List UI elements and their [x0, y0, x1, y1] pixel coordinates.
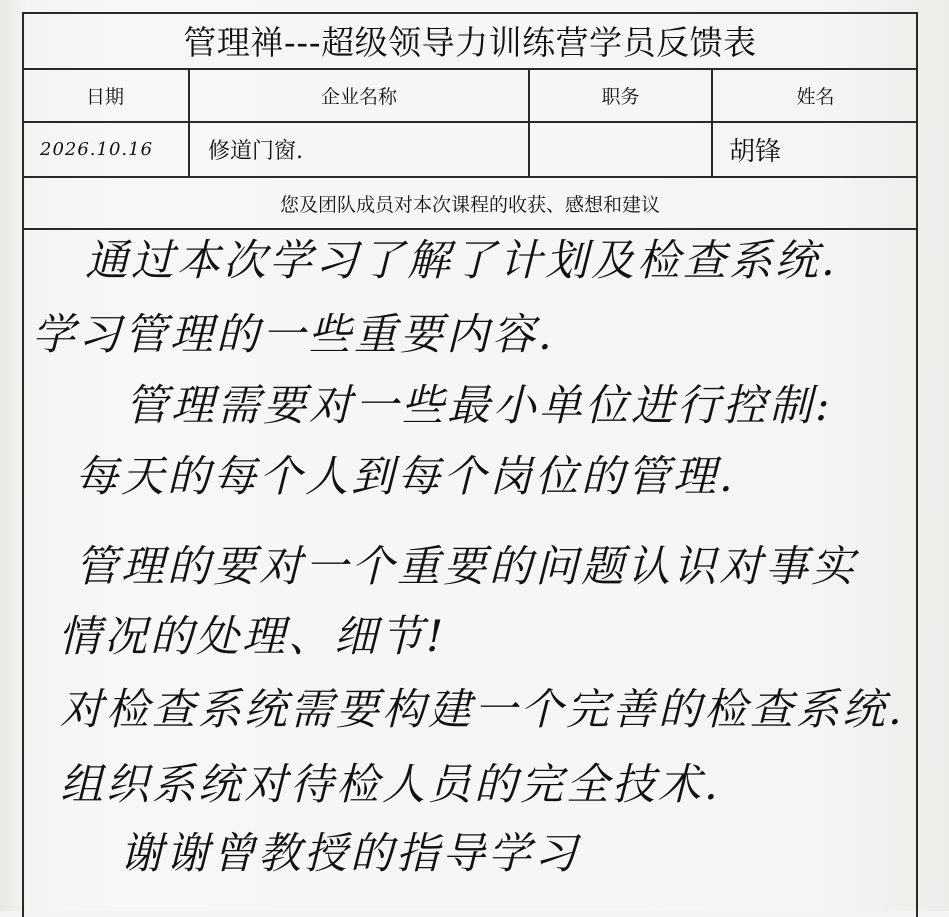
position-value [530, 123, 713, 176]
date-value: 2026.10.16 [22, 123, 190, 176]
feedback-line: 组织系统对待检人员的完全技术. [60, 760, 721, 810]
feedback-line: 每天的每个人到每个岗位的管理. [75, 452, 736, 502]
position-header: 职务 [530, 70, 713, 121]
feedback-line: 管理的要对一个重要的问题认识对事实 [75, 542, 857, 592]
feedback-line: 谢谢曾教授的指导学习 [120, 829, 580, 879]
feedback-line: 情况的处理、细节! [58, 612, 447, 662]
date-header: 日期 [22, 70, 190, 121]
value-row [22, 123, 918, 178]
company-header: 企业名称 [190, 70, 530, 121]
handwritten-feedback [32, 230, 905, 911]
form-title: 管理禅---超级领导力训练营学员反馈表 [22, 12, 918, 70]
company-value: 修道门窗. [190, 123, 530, 176]
feedback-line: 管理需要对一些最小单位进行控制: [125, 381, 833, 431]
feedback-line: 对检查系统需要构建一个完善的检查系统. [60, 685, 905, 735]
feedback-line: 通过本次学习了解了计划及检查系统. [85, 236, 838, 286]
name-value: 胡锋 [729, 137, 782, 167]
name-header: 姓名 [796, 86, 835, 108]
feedback-label: 您及团队成员对本次课程的收获、感想和建议 [22, 178, 918, 230]
feedback-line: 学习管理的一些重要内容. [32, 310, 555, 360]
header-row [22, 70, 918, 123]
